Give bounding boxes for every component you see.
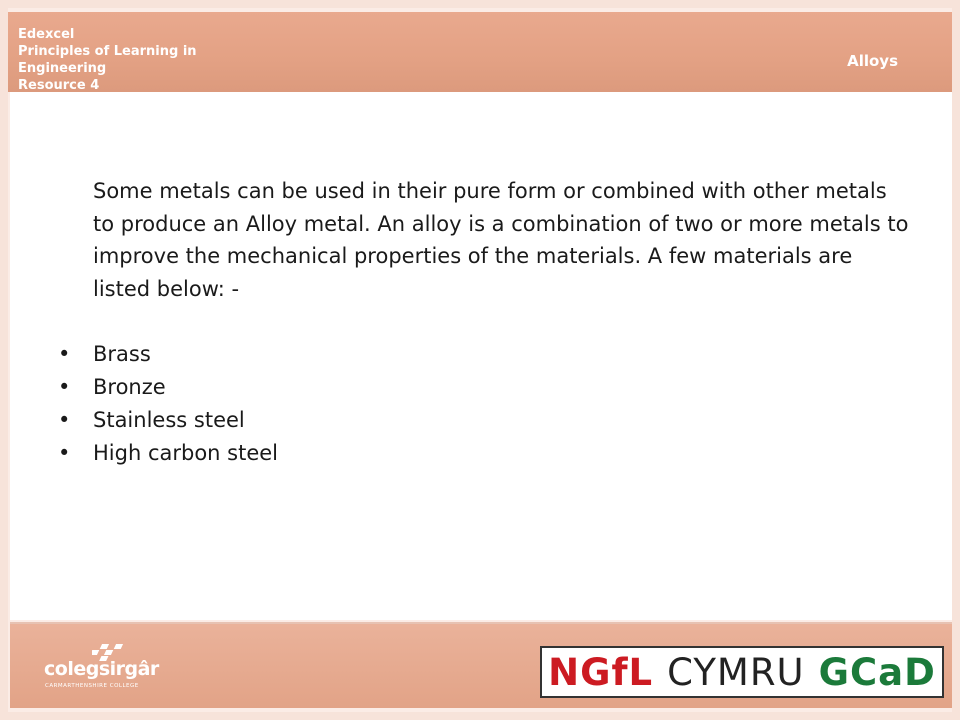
course-line: Resource 4 [18,78,100,90]
bullet-icon: • [58,441,71,465]
list-item-label: Brass [93,342,151,366]
bullet-icon: • [58,408,71,432]
cymru-text: CYMRU [667,650,805,694]
list-item [58,338,278,371]
materials-list [58,338,278,470]
list-item-label: Stainless steel [93,408,245,432]
course-info [18,26,238,90]
intro-paragraph: Some metals can be used in their pure form or combined with other metals to produce an Alloy metal. An alloy is a combination of two or more metals to improve the mechanical properties of the materials. A few materials are listed below: - [93,179,909,301]
list-item-label: Bronze [93,375,166,399]
slide-topic-title: Alloys [847,52,898,70]
logo-subtitle: CARMARTHENSHIRE COLLEGE [45,683,139,689]
bullet-icon: • [58,342,71,366]
list-item [58,404,278,437]
course-line: Engineering [18,61,107,76]
ngfl-text: NGfL [548,650,654,694]
ngfl-cymru-logo [540,646,944,698]
logo-name: colegsirgâr [44,658,159,680]
coleg-sir-gar-logo [36,642,166,702]
course-line: Principles of Learning in [18,44,197,59]
bullet-icon: • [58,375,71,399]
list-item-label: High carbon steel [93,441,279,465]
list-item [58,371,278,404]
list-item [58,437,278,470]
course-line: Edexcel [18,27,75,42]
gcad-text: GCaD [818,650,936,694]
